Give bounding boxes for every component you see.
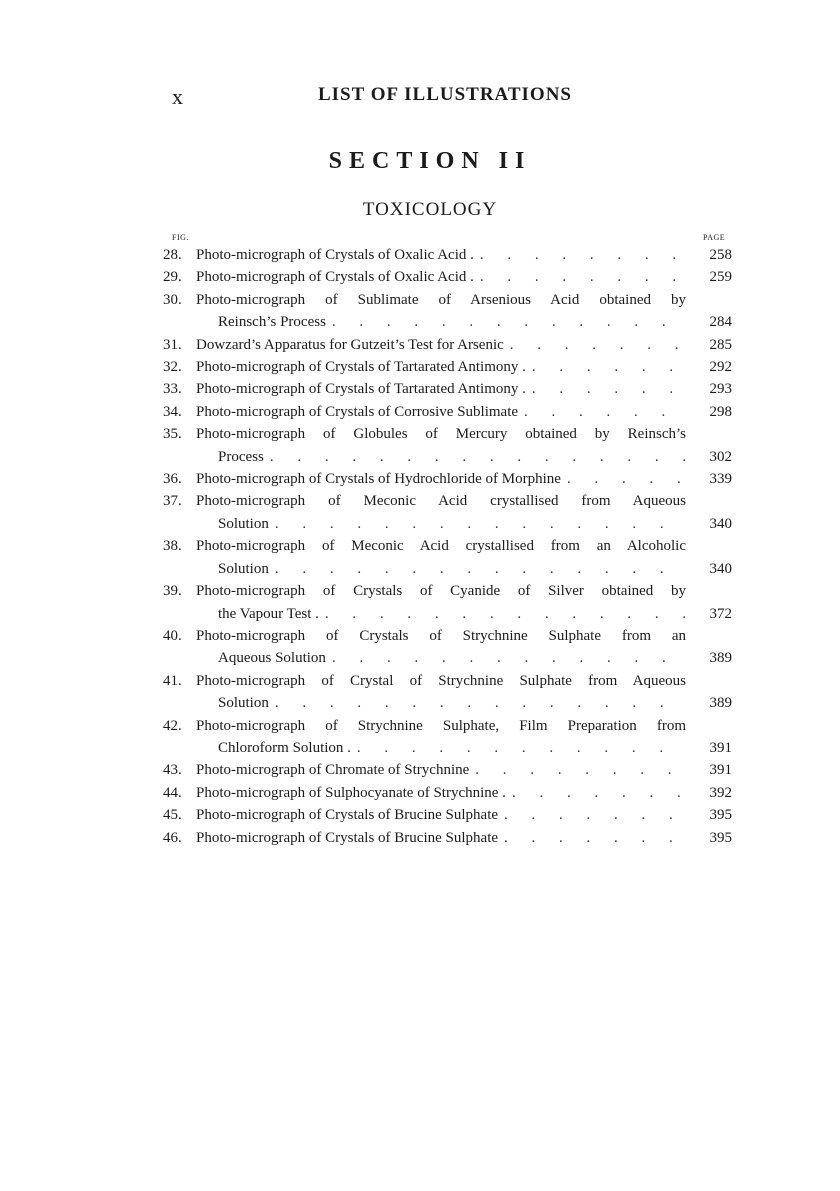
caption-line: Photo-micrograph of Globules of Mercury obtained by Reinsch’s bbox=[196, 426, 686, 443]
illustration-entry bbox=[163, 356, 738, 378]
page-reference: 392 bbox=[709, 784, 732, 801]
leader-dots bbox=[518, 401, 686, 423]
caption-line: Photo-micrograph of Sublimate of Arsenious Acid obtained by bbox=[196, 291, 686, 308]
caption-line: Reinsch’s Process bbox=[218, 314, 326, 331]
illustration-entry bbox=[163, 625, 738, 670]
page-reference: 389 bbox=[709, 650, 732, 667]
leader-dots bbox=[264, 446, 686, 468]
page-reference: 395 bbox=[709, 829, 732, 846]
page-reference: 258 bbox=[709, 247, 732, 263]
figure-number: 29. bbox=[163, 269, 182, 286]
illustration-entry bbox=[163, 827, 738, 849]
illustration-entry bbox=[163, 289, 738, 334]
figure-number: 42. bbox=[163, 717, 182, 734]
caption-line: Photo-micrograph of Crystals of Hydrochloride of Morphine bbox=[196, 471, 561, 488]
page-reference: 293 bbox=[709, 381, 732, 398]
caption-line: Photo-micrograph of Sulphocyanate of Strychnine . bbox=[196, 784, 506, 801]
illustration-entry bbox=[163, 334, 738, 356]
section-title: SECTION II bbox=[328, 148, 532, 174]
caption-line: Chloroform Solution . bbox=[218, 739, 351, 756]
leader-dots bbox=[498, 827, 686, 849]
figure-number: 41. bbox=[163, 672, 182, 689]
figure-number: 46. bbox=[163, 829, 182, 846]
leader-dots bbox=[269, 692, 686, 714]
page-reference: 285 bbox=[709, 336, 732, 353]
page-reference: 284 bbox=[709, 314, 732, 331]
running-title: LIST OF ILLUSTRATIONS bbox=[317, 84, 572, 105]
figure-number: 39. bbox=[163, 583, 182, 600]
caption-line: the Vapour Test . bbox=[218, 605, 319, 622]
figure-number: 35. bbox=[163, 426, 182, 443]
leader-dots bbox=[319, 603, 686, 625]
leader-dots bbox=[351, 737, 686, 759]
caption-line: Photo-micrograph of Crystals of Cyanide of Silver obtained by bbox=[196, 583, 686, 600]
figure-number: 37. bbox=[163, 493, 182, 510]
page-number: x bbox=[172, 84, 183, 109]
illustration-entry bbox=[163, 535, 738, 580]
leader-dots bbox=[474, 266, 686, 288]
figure-number: 36. bbox=[163, 471, 182, 488]
illustration-entry bbox=[163, 759, 738, 781]
page-reference: 395 bbox=[709, 807, 732, 824]
caption-line: Photo-micrograph of Crystals of Tartarated Antimony . bbox=[196, 359, 526, 376]
illustration-entry bbox=[163, 782, 738, 804]
figure-number: 30. bbox=[163, 291, 182, 308]
figure-number: 45. bbox=[163, 807, 182, 824]
caption-line: Photo-micrograph of Crystals of Oxalic Acid . bbox=[196, 269, 474, 286]
page-reference: 298 bbox=[709, 403, 732, 420]
section-subtitle: TOXICOLOGY bbox=[362, 199, 498, 220]
leader-dots bbox=[561, 468, 686, 490]
page-reference: 292 bbox=[709, 359, 732, 376]
illustration-entry bbox=[163, 266, 738, 288]
caption-line: Photo-micrograph of Strychnine Sulphate, Film Preparation from bbox=[196, 717, 686, 734]
illustration-entry bbox=[163, 580, 738, 625]
leader-dots bbox=[326, 311, 686, 333]
page-column-header: PAGE bbox=[703, 233, 726, 242]
caption-line: Dowzard’s Apparatus for Gutzeit’s Test for Arsenic bbox=[196, 336, 504, 353]
leader-dots bbox=[469, 759, 686, 781]
leader-dots bbox=[474, 244, 686, 266]
fig-column-header: FIG. bbox=[172, 233, 189, 242]
leader-dots bbox=[506, 782, 686, 804]
figure-number: 28. bbox=[163, 247, 182, 263]
illustration-list bbox=[163, 244, 738, 849]
caption-line: Solution bbox=[218, 515, 269, 532]
caption-line: Photo-micrograph of Crystals of Corrosive Sublimate bbox=[196, 403, 519, 420]
leader-dots bbox=[326, 647, 686, 669]
caption-line: Photo-micrograph of Meconic Acid crystallised from an Alcoholic bbox=[196, 538, 686, 555]
illustration-entry bbox=[163, 715, 738, 760]
leader-dots bbox=[269, 513, 686, 535]
figure-number: 33. bbox=[163, 381, 182, 398]
page-reference: 372 bbox=[709, 605, 732, 622]
leader-dots bbox=[498, 804, 686, 826]
caption-line: Photo-micrograph of Crystals of Tartarated Antimony . bbox=[196, 381, 526, 398]
caption-line: Solution bbox=[218, 560, 269, 577]
figure-number: 44. bbox=[163, 784, 182, 801]
page-reference: 302 bbox=[709, 448, 732, 465]
figure-number: 31. bbox=[163, 336, 182, 353]
caption-line: Photo-micrograph of Crystals of Oxalic Acid . bbox=[196, 247, 474, 263]
caption-line: Photo-micrograph of Crystal of Strychnine Sulphate from Aqueous bbox=[196, 672, 686, 689]
caption-line: Photo-micrograph of Crystals of Brucine Sulphate bbox=[196, 807, 499, 824]
figure-number: 32. bbox=[163, 359, 182, 376]
caption-line: Photo-micrograph of Crystals of Strychnine Sulphate from an bbox=[196, 627, 686, 644]
figure-number: 43. bbox=[163, 762, 182, 779]
leader-dots bbox=[526, 356, 686, 378]
page-reference: 391 bbox=[709, 762, 732, 779]
caption-line: Photo-micrograph of Meconic Acid crystallised from Aqueous bbox=[196, 493, 686, 510]
figure-number: 40. bbox=[163, 627, 182, 644]
page-reference: 340 bbox=[709, 515, 732, 532]
illustration-entry bbox=[163, 804, 738, 826]
illustration-entry bbox=[163, 670, 738, 715]
illustration-entry bbox=[163, 490, 738, 535]
leader-dots bbox=[504, 334, 686, 356]
caption-line: Photo-micrograph of Crystals of Brucine Sulphate bbox=[196, 829, 499, 846]
illustration-entry bbox=[163, 468, 738, 490]
illustration-entry bbox=[163, 423, 738, 468]
illustration-entry bbox=[163, 378, 738, 400]
caption-line: Photo-micrograph of Chromate of Strychnine bbox=[196, 762, 470, 779]
page-reference: 391 bbox=[709, 739, 732, 756]
leader-dots bbox=[526, 378, 686, 400]
page-reference: 389 bbox=[709, 695, 732, 712]
caption-line: Solution bbox=[218, 695, 269, 712]
page-reference: 340 bbox=[709, 560, 732, 577]
caption-line: Aqueous Solution bbox=[218, 650, 326, 667]
caption-line: Process bbox=[218, 448, 264, 465]
illustration-entry bbox=[163, 401, 738, 423]
page-reference: 259 bbox=[709, 269, 732, 286]
figure-number: 34. bbox=[163, 403, 182, 420]
figure-number: 38. bbox=[163, 538, 182, 555]
leader-dots bbox=[269, 558, 686, 580]
page-reference: 339 bbox=[709, 471, 732, 488]
illustration-entry bbox=[163, 244, 738, 266]
